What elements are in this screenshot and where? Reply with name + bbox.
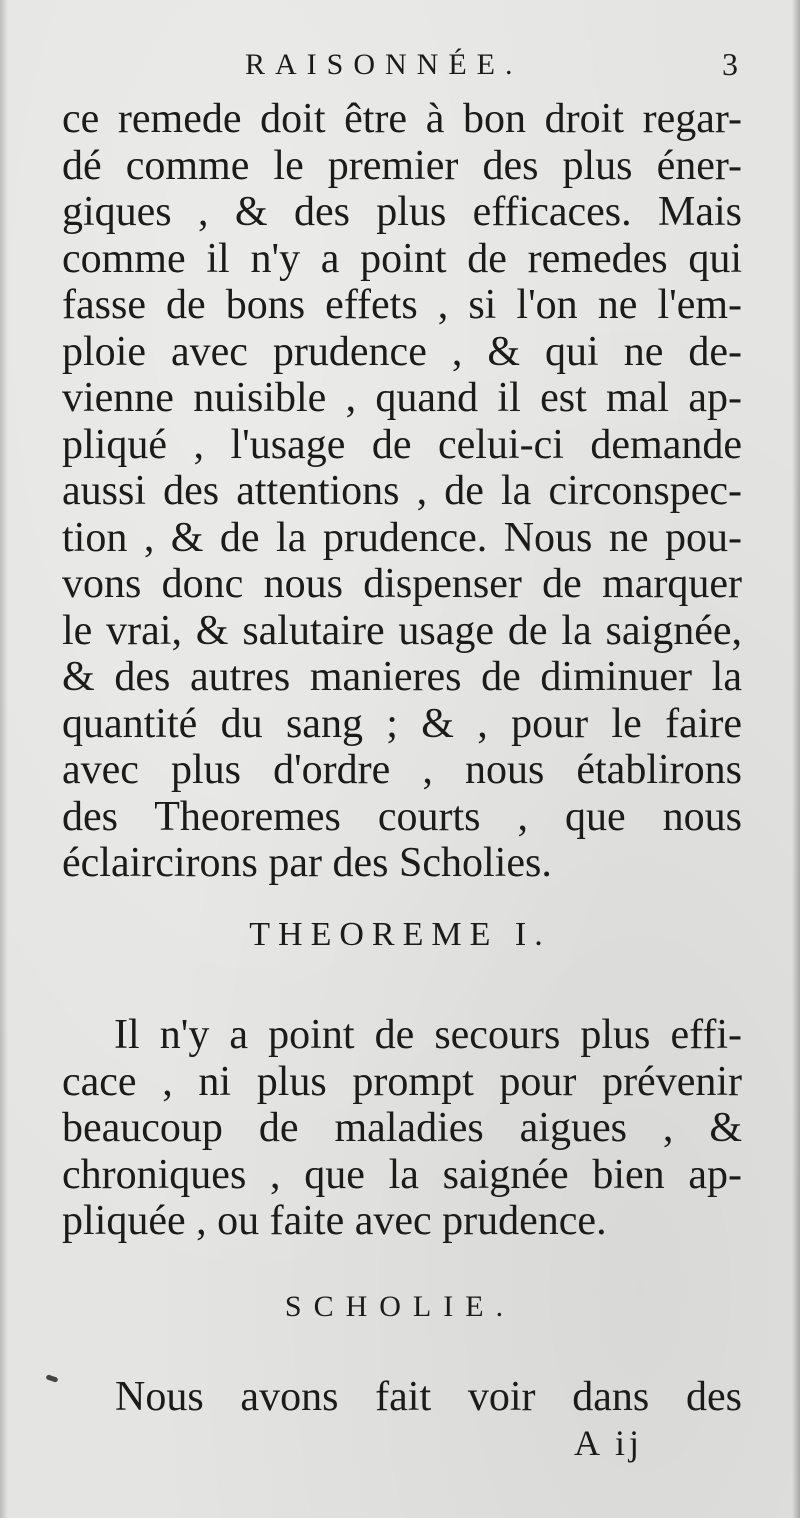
scholie-heading: SCHOLIE. (284, 1290, 516, 1323)
text-line: dé comme le premier des plus éner- (62, 142, 742, 189)
theorem-line: cace , ni plus prompt pour prévenir (62, 1058, 742, 1105)
text-line: fasse de bons effets , si l'on ne l'em- (62, 282, 742, 328)
text-line: pliqué , l'usage de celui-ci demande (62, 421, 742, 468)
body-text (62, 96, 742, 887)
text-line: aussi des attentions , de la circonspec- (62, 468, 742, 514)
theorem-line: beaucoup de maladies aigues , & (62, 1105, 742, 1151)
running-head: RAISONNÉE. (245, 48, 523, 81)
text-line-last: éclaircirons par des Scholies. (62, 840, 552, 886)
text-line: quantité du sang ; & , pour le faire (62, 700, 742, 747)
scholie-text (115, 1374, 742, 1421)
text-line: avec plus d'ordre , nous établirons (62, 747, 742, 793)
theorem-text (62, 1012, 742, 1245)
scholie-line: Nous avons fait voir dans des (115, 1374, 742, 1420)
text-line: vons donc nous dispenser de marquer (62, 561, 742, 607)
theorem-line: Il n'y a point de secours plus effi- (114, 1012, 742, 1058)
text-line: comme il n'y a point de remedes qui (62, 235, 742, 282)
page-header (0, 44, 800, 94)
theorem-line-last: pliquée , ou faite avec prudence. (62, 1198, 607, 1244)
text-line: vienne nuisible , quand il est mal ap- (62, 375, 742, 421)
theorem-heading: THEOREME I. (249, 916, 551, 953)
signature-mark: A ij (574, 1423, 644, 1463)
page-number: 3 (722, 46, 738, 82)
ink-speck (46, 1374, 59, 1382)
text-line: giques , & des plus efficaces. Mais (62, 189, 742, 235)
text-line: le vrai, & salutaire usage de la saignée, (62, 607, 742, 654)
text-line: des Theoremes courts , que nous (62, 793, 742, 840)
text-line: tion , & de la prudence. Nous ne pou- (62, 514, 742, 561)
text-line: & des autres manieres de diminuer la (62, 654, 742, 700)
theorem-line: chroniques , que la saignée bien ap- (62, 1151, 742, 1198)
text-line: ploie avec prudence , & qui ne de- (62, 328, 742, 375)
text-line: ce remede doit être à bon droit regar- (62, 96, 742, 142)
